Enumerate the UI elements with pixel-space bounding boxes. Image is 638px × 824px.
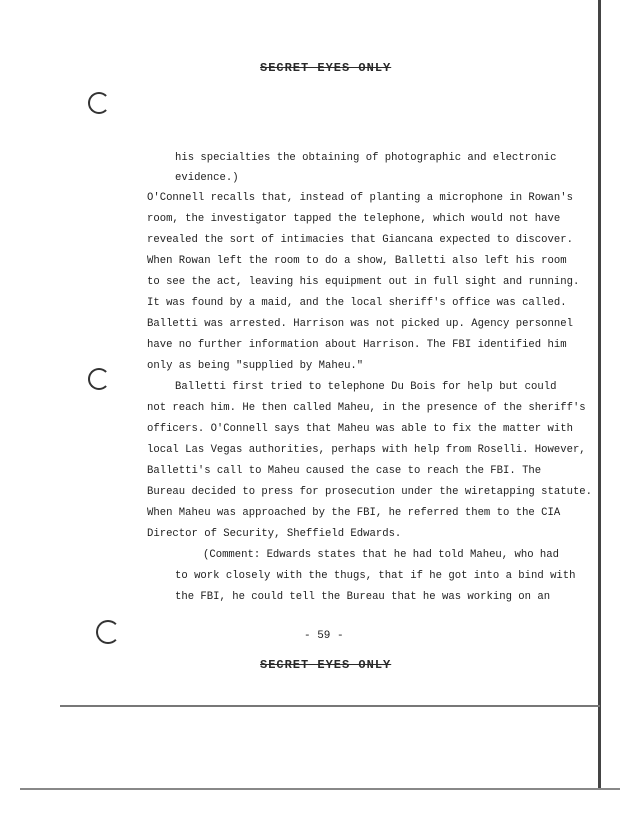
- text-line: Bureau decided to press for prosecution under the wiretapping statute.: [147, 486, 593, 498]
- text-line: evidence.): [175, 172, 239, 184]
- text-line: It was found by a maid, and the local sheriff's office was called.: [147, 297, 567, 309]
- binder-hole-mark-3: [96, 620, 120, 644]
- classification-footer: SECRET EYES ONLY: [260, 658, 392, 672]
- text-line: local Las Vegas authorities, perhaps with help from Roselli. However,: [147, 444, 586, 456]
- text-line: Balletti's call to Maheu caused the case to reach the FBI. The: [147, 465, 542, 477]
- text-line: room, the investigator tapped the telephone, which would not have: [147, 213, 561, 225]
- text-line: When Rowan left the room to do a show, Balletti also left his room: [147, 255, 567, 267]
- text-line: his specialties the obtaining of photographic and electronic: [175, 152, 557, 164]
- text-line: not reach him. He then called Maheu, in the presence of the sheriff's: [147, 402, 586, 414]
- binder-hole-mark-1: [88, 92, 110, 114]
- binder-hole-mark-2: [88, 368, 110, 390]
- classification-header: SECRET EYES ONLY: [260, 61, 392, 75]
- comment-line: the FBI, he could tell the Bureau that he was working on an: [175, 591, 551, 603]
- text-line: Balletti was arrested. Harrison was not picked up. Agency personnel: [147, 318, 573, 330]
- scan-noise-band-bottom: [20, 788, 620, 790]
- comment-line: to work closely with the thugs, that if he got into a bind with: [175, 570, 576, 582]
- text-line: Director of Security, Sheffield Edwards.: [147, 528, 402, 540]
- text-line: officers. O'Connell says that Maheu was able to fix the matter with: [147, 423, 573, 435]
- scan-noise-band: [60, 705, 600, 707]
- text-line: Balletti first tried to telephone Du Bois for help but could: [175, 381, 557, 393]
- text-line: O'Connell recalls that, instead of planting a microphone in Rowan's: [147, 192, 573, 204]
- comment-line: (Comment: Edwards states that he had told Maheu, who had: [203, 549, 560, 561]
- text-line: revealed the sort of intimacies that Giancana expected to discover.: [147, 234, 573, 246]
- text-line: When Maheu was approached by the FBI, he referred them to the CIA: [147, 507, 561, 519]
- text-line: to see the act, leaving his equipment out in full sight and running.: [147, 276, 580, 288]
- text-line: have no further information about Harrison. The FBI identified him: [147, 339, 567, 351]
- page-number: - 59 -: [304, 630, 344, 642]
- scan-edge-line: [598, 0, 601, 790]
- text-line: only as being "supplied by Maheu.": [147, 360, 364, 372]
